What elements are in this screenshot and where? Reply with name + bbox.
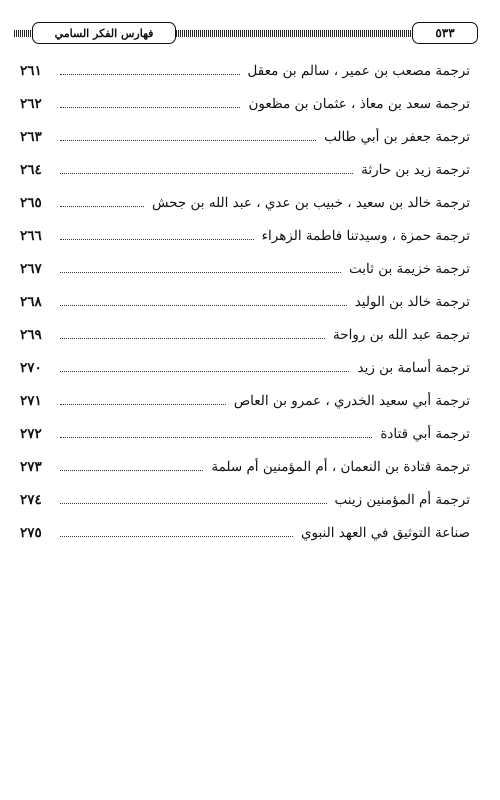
- toc-entry-page: ٢٦٦: [20, 227, 42, 244]
- toc-entry-page: ٢٦٨: [20, 293, 42, 310]
- toc-entry: [14, 384, 470, 417]
- toc-dot-leader: [60, 470, 203, 471]
- toc-entry-title: ترجمة خزيمة بن ثابت: [349, 260, 470, 277]
- toc-entry: [14, 120, 470, 153]
- toc-entry-title: ترجمة جعفر بن أبي طالب: [324, 128, 470, 145]
- toc-entry-title: ترجمة عبد الله بن رواحة: [333, 326, 470, 343]
- running-title: فهارس الفكر السامي: [32, 22, 176, 44]
- toc-entry-title: ترجمة خالد بن سعيد ، خبيب بن عدي ، عبد الله بن جحش: [151, 194, 470, 211]
- toc-dot-leader: [60, 206, 144, 207]
- toc-entry: [14, 54, 470, 87]
- toc-entry-page: ٢٦٤: [20, 161, 42, 178]
- table-of-contents: [14, 54, 470, 549]
- toc-entry-title: ترجمة أبي سعيد الخدري ، عمرو بن العاص: [233, 392, 470, 409]
- toc-entry-title: ترجمة أسامة بن زيد: [357, 359, 470, 376]
- toc-dot-leader: [60, 74, 240, 75]
- toc-entry-page: ٢٧٢: [20, 425, 42, 442]
- toc-entry: [14, 285, 470, 318]
- toc-entry-page: ٢٦٢: [20, 95, 42, 112]
- toc-entry-title: ترجمة حمزة ، وسيدتنا فاطمة الزهراء: [261, 227, 470, 244]
- toc-entry-title: ترجمة أبي قتادة: [380, 425, 470, 442]
- toc-entry-page: ٢٧٥: [20, 524, 42, 541]
- toc-dot-leader: [60, 404, 226, 405]
- toc-entry-page: ٢٦٥: [20, 194, 42, 211]
- toc-dot-leader: [60, 338, 325, 339]
- toc-entry-title: ترجمة سعد بن معاذ ، عثمان بن مظعون: [248, 95, 470, 112]
- toc-dot-leader: [60, 503, 327, 504]
- toc-entry-title: ترجمة زيد بن حارثة: [361, 161, 470, 178]
- toc-entry-page: ٢٧٠: [20, 359, 42, 376]
- toc-dot-leader: [60, 305, 347, 306]
- toc-entry: [14, 351, 470, 384]
- toc-dot-leader: [60, 173, 353, 174]
- toc-entry-page: ٢٧٣: [20, 458, 42, 475]
- toc-entry: [14, 450, 470, 483]
- toc-entry: [14, 417, 470, 450]
- toc-dot-leader: [60, 272, 341, 273]
- toc-dot-leader: [60, 239, 254, 240]
- toc-dot-leader: [60, 437, 372, 438]
- page-header: [14, 22, 468, 44]
- toc-entry: [14, 153, 470, 186]
- toc-entry: [14, 252, 470, 285]
- toc-entry: [14, 87, 470, 120]
- toc-entry-page: ٢٦١: [20, 62, 42, 79]
- toc-entry-page: ٢٧١: [20, 392, 42, 409]
- toc-entry-page: ٢٦٧: [20, 260, 42, 277]
- toc-entry: [14, 219, 470, 252]
- toc-entry-title: ترجمة أم المؤمنين زينب: [334, 491, 470, 508]
- toc-dot-leader: [60, 371, 349, 372]
- page-number: ٥٣٣: [412, 22, 478, 44]
- toc-entry-page: ٢٦٩: [20, 326, 42, 343]
- toc-entry: [14, 516, 470, 549]
- toc-entry-page: ٢٧٤: [20, 491, 42, 508]
- toc-dot-leader: [60, 107, 240, 108]
- toc-dot-leader: [60, 536, 293, 537]
- toc-entry-title: ترجمة خالد بن الوليد: [354, 293, 470, 310]
- toc-entry-title: صناعة التوثيق في العهد النبوي: [300, 524, 470, 541]
- toc-entry-title: ترجمة قتادة بن النعمان ، أم المؤمنين أم سلمة: [211, 458, 470, 475]
- toc-entry: [14, 318, 470, 351]
- toc-entry: [14, 483, 470, 516]
- toc-dot-leader: [60, 140, 316, 141]
- toc-entry: [14, 186, 470, 219]
- toc-entry-page: ٢٦٣: [20, 128, 42, 145]
- toc-entry-title: ترجمة مصعب بن عمير ، سالم بن معقل: [247, 62, 470, 79]
